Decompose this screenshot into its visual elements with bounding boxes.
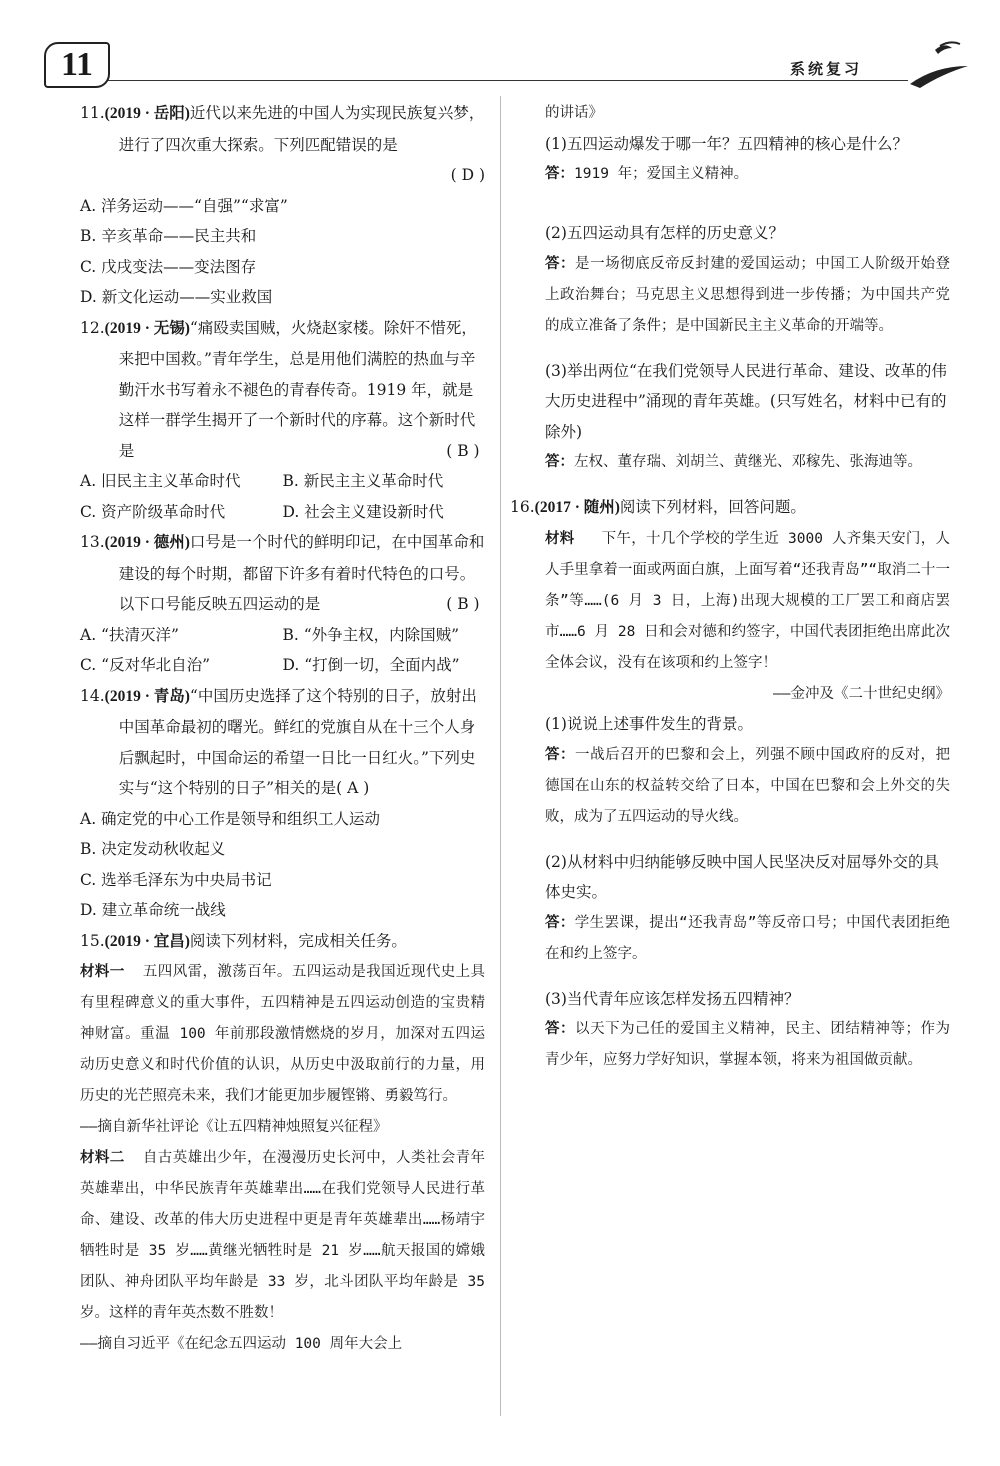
sub-question: (2)从材料中归纳能够反映中国人民坚决反对屈辱外交的具体史实。	[545, 852, 939, 901]
option-row	[80, 497, 485, 528]
sub-question: (3)举出两位“在我们党领导人民进行革命、建设、改革的伟大历史进程中”涌现的青年英雄。(只写姓名，材料中已有的除外)	[545, 361, 947, 441]
answer-choice: ( D )	[450, 166, 485, 184]
option: A. 确定党的中心工作是领导和组织工人运动	[80, 809, 381, 828]
question-13	[80, 527, 485, 681]
option-row	[80, 650, 485, 681]
material-source: ——摘自习近平《在纪念五四运动 100 周年大会上	[80, 1335, 403, 1352]
header-rule	[108, 80, 908, 81]
material: 材料 下午，十几个学校的学生近 3000 人齐集天安门，人人手里拿着一面或两面白旗，上面写着“还我青岛”“取消二十一条”等……(6 月 3 日，上海)出现大规模的工厂罢工和商店罢市……6 月 28 日和会对德和约签字，中国代表团拒绝出席此次全体会议，没有在该项和约上签字！	[545, 530, 950, 671]
question-11	[80, 98, 485, 313]
answer-text: 答：是一场彻底反帝反封建的爱国运动；中国工人阶级开始登上政治舞台；马克思主义思想得到进一步传播；为中国共产党的成立准备了条件；是中国新民主主义革命的开端等。	[545, 255, 951, 334]
option: B. 决定发动秋收起义	[80, 840, 226, 858]
option: A. “扶清灭洋”	[80, 625, 179, 644]
option: D. 社会主义建设新时代	[282, 502, 444, 521]
column-divider	[500, 96, 501, 1416]
material-source: ——摘自新华社评论《让五四精神烛照复兴征程》	[80, 1119, 388, 1135]
option: B. “外争主权，内除国贼”	[282, 625, 460, 644]
answer-text: 答：以天下为己任的爱国主义精神，民主、团结精神等；作为青少年，应努力学好知识，掌握本领，将来为祖国做贡献。	[545, 1021, 951, 1068]
question-15-continued	[545, 98, 950, 478]
option: B. 辛亥革命——民主共和	[80, 227, 257, 245]
option: C. 资产阶级革命时代	[80, 502, 226, 521]
option: C. 选举毛泽东为中央局书记	[80, 870, 272, 889]
sub-question: (3)当代青年应该怎样发扬五四精神？	[545, 989, 800, 1008]
material-source-end: 的讲话》	[545, 105, 603, 121]
question-16	[510, 492, 950, 1076]
question-stem: 11.(2019 · 岳阳)近代以来先进的中国人为实现民族复兴梦，进行了四次重大探索。下列匹配错误的是	[80, 104, 485, 154]
sub-question: (1)说说上述事件发生的背景。	[545, 715, 753, 733]
question-stem: 14.(2019 · 青岛)“中国历史选择了这个特别的日子，放射出中国革命最初的曙光。鲜红的党旗自从在十三个人身后飘起时，中国命运的希望一日比一日红火。”下列史实与“这个特别的日子”相关的是( A )	[80, 686, 477, 797]
question-stem: 12.(2019 · 无锡)“痛殴卖国贼，火烧赵家楼。除奸不惜死，来把中国救。”青年学生，总是用他们满腔的热血与辛勤汗水书写着永不褪色的青春传奇。1919 年，就是这样一群学生揭开了一个新时代的序幕。这个新时代是 ( B )	[80, 318, 480, 460]
question-12	[80, 313, 485, 528]
bird-logo-icon	[880, 36, 970, 96]
option-row	[80, 466, 485, 497]
option: D. 建立革命统一战线	[80, 901, 226, 919]
answer-choice: ( A )	[336, 779, 370, 797]
page-number: 11	[44, 42, 110, 88]
left-column	[80, 98, 485, 1359]
sub-question: (1)五四运动爆发于哪一年？五四精神的核心是什么？	[545, 134, 908, 153]
question-14	[80, 681, 485, 926]
question-stem: 13.(2019 · 德州)口号是一个时代的鲜明印记，在中国革命和建设的每个时期，都留下许多有着时代特色的口号。以下口号能反映五四运动的是 ( B )	[80, 533, 485, 613]
question-stem: 15.(2019 · 宜昌)阅读下列材料，完成相关任务。	[80, 931, 407, 950]
option: C. “反对华北自治”	[80, 656, 211, 674]
option: D. 新文化运动——实业救国	[80, 288, 273, 306]
option: D. “打倒一切，全面内战”	[282, 656, 460, 674]
material-source: ——金冲及《二十世纪史纲》	[773, 685, 950, 702]
right-column	[510, 98, 951, 1090]
answer-text: 答：一战后召开的巴黎和会上，列强不顾中国政府的反对，把德国在山东的权益转交给了日本，中国在巴黎和会上外交的失败，成为了五四运动的导火线。	[545, 746, 951, 825]
option: B. 新民主主义革命时代	[282, 472, 444, 490]
section-title: 系统复习	[790, 60, 863, 78]
question-stem: 16.(2017 · 随州)阅读下列材料，回答问题。	[510, 498, 806, 516]
option: C. 戊戌变法——变法图存	[80, 257, 257, 276]
answer-text: 答：1919 年；爱国主义精神。	[545, 166, 749, 182]
answer-text: 答：左权、董存瑞、刘胡兰、黄继光、邓稼先、张海迪等。	[545, 454, 922, 470]
sub-question: (2)五四运动具有怎样的历史意义？	[545, 224, 784, 242]
question-15	[80, 926, 485, 1360]
option: A. 旧民主主义革命时代	[80, 472, 241, 490]
option-row	[80, 620, 485, 651]
option: A. 洋务运动——“自强”“求富”	[80, 196, 288, 215]
material-two: 材料二 自古英雄出少年，在漫漫历史长河中，人类社会青年英雄辈出，中华民族青年英雄辈出……在我们党领导人民进行革命、建设、改革的伟大历史进程中更是青年英雄辈出……杨靖宇牺牲时是 35 岁……黄继光牺牲时是 21 岁……航天报国的嫦娥团队、神舟团队平均年龄是 33 岁，北斗团队平均年龄是 35 岁。这样的青年英杰数不胜数！	[80, 1149, 486, 1321]
material-one: 材料一 五四风雷，激荡百年。五四运动是我国近现代史上具有里程碑意义的重大事件，五四精神是五四运动创造的宝贵精神财富。重温 100 年前那段激情燃烧的岁月，加深对五四运动历史意义和时代价值的认识，从历史中汲取前行的力量，用历史的光芒照亮未来，我们才能更加步履铿锵、勇毅笃行。	[80, 964, 486, 1104]
answer-text: 答：学生罢课，提出“还我青岛”等反帝口号；中国代表团拒绝在和约上签字。	[545, 914, 950, 962]
